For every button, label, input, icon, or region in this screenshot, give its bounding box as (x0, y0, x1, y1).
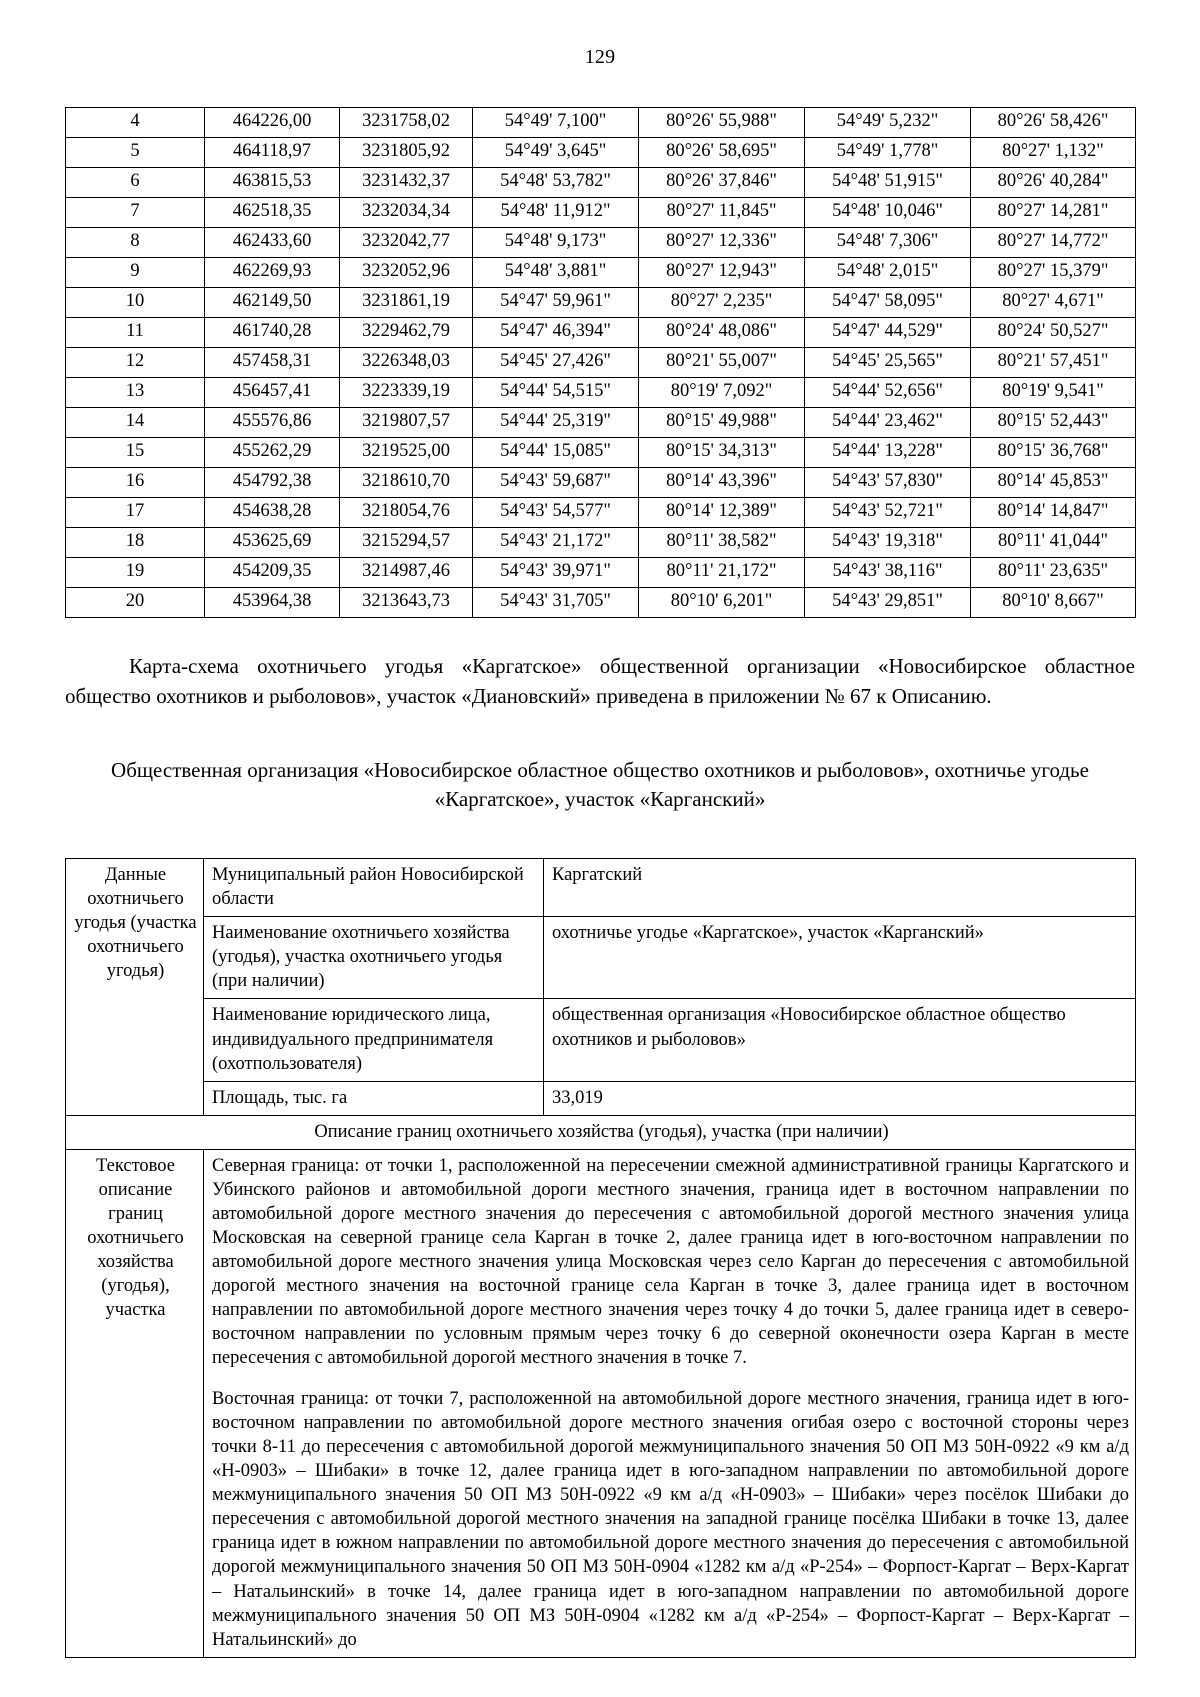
cell-lat2: 54°47' 58,095" (805, 288, 971, 318)
cell-lon2: 80°14' 45,853" (971, 468, 1136, 498)
table-row (66, 318, 1136, 348)
page-content (65, 107, 1135, 1658)
cell-index: 7 (66, 198, 205, 228)
cell-index: 14 (66, 408, 205, 438)
cell-lon1: 80°14' 12,389" (639, 498, 805, 528)
cell-index: 17 (66, 498, 205, 528)
cell-x: 454792,38 (205, 468, 340, 498)
cell-lon2: 80°15' 52,443" (971, 408, 1136, 438)
cell-lat2: 54°43' 38,116" (805, 558, 971, 588)
coordinates-table (65, 107, 1136, 618)
cell-lon1: 80°14' 43,396" (639, 468, 805, 498)
table-row-section-title (66, 1115, 1136, 1149)
cell-lon2: 80°27' 14,281" (971, 198, 1136, 228)
coordinates-table-body (66, 108, 1136, 618)
cell-lat2: 54°49' 1,778" (805, 138, 971, 168)
cell-lat2: 54°43' 19,318" (805, 528, 971, 558)
table-row (66, 468, 1136, 498)
cell-y: 3214987,46 (340, 558, 473, 588)
cell-lat1: 54°48' 53,782" (473, 168, 639, 198)
cell-lat1: 54°44' 15,085" (473, 438, 639, 468)
cell-lon2: 80°24' 50,527" (971, 318, 1136, 348)
info-table-body (66, 859, 1136, 1657)
cell-lon1: 80°27' 12,943" (639, 258, 805, 288)
table-row-text-description (66, 1149, 1136, 1657)
table-row (66, 498, 1136, 528)
cell-x: 454209,35 (205, 558, 340, 588)
cell-lon2: 80°14' 14,847" (971, 498, 1136, 528)
cell-lon2: 80°27' 4,671" (971, 288, 1136, 318)
cell-lat2: 54°44' 23,462" (805, 408, 971, 438)
table-row (66, 288, 1136, 318)
cell-lat2: 54°44' 13,228" (805, 438, 971, 468)
cell-y: 3215294,57 (340, 528, 473, 558)
table-row (66, 348, 1136, 378)
cell-y: 3226348,03 (340, 348, 473, 378)
map-scheme-paragraph: Карта-схема охотничьего угодья «Каргатское» общественной организации «Новосибирское областное общество охотников и рыболовов», участок «Диановский» приведена в приложении № 67 к Описанию. (65, 654, 1135, 708)
cell-x: 456457,41 (205, 378, 340, 408)
cell-y: 3223339,19 (340, 378, 473, 408)
value-area: 33,019 (544, 1081, 1136, 1115)
table-row (66, 438, 1136, 468)
cell-index: 18 (66, 528, 205, 558)
cell-x: 461740,28 (205, 318, 340, 348)
cell-lon1: 80°11' 38,582" (639, 528, 805, 558)
section-title-boundaries: Описание границ охотничьего хозяйства (угодья), участка (при наличии) (66, 1115, 1136, 1149)
cell-y: 3232042,77 (340, 228, 473, 258)
cell-lon1: 80°26' 58,695" (639, 138, 805, 168)
cell-x: 455576,86 (205, 408, 340, 438)
cell-lon2: 80°26' 40,284" (971, 168, 1136, 198)
cell-lon1: 80°15' 49,988" (639, 408, 805, 438)
cell-lat2: 54°45' 25,565" (805, 348, 971, 378)
cell-lat1: 54°43' 31,705" (473, 588, 639, 618)
table-row (66, 408, 1136, 438)
cell-lon2: 80°11' 23,635" (971, 558, 1136, 588)
cell-lat2: 54°44' 52,656" (805, 378, 971, 408)
cell-lat1: 54°44' 54,515" (473, 378, 639, 408)
cell-lon1: 80°10' 6,201" (639, 588, 805, 618)
cell-y: 3232034,34 (340, 198, 473, 228)
label-area: Площадь, тыс. га (204, 1081, 544, 1115)
cell-lon1: 80°26' 55,988" (639, 108, 805, 138)
cell-x: 464226,00 (205, 108, 340, 138)
cell-y: 3218054,76 (340, 498, 473, 528)
label-municipal-district: Муниципальный район Новосибирской области (204, 859, 544, 917)
cell-lat1: 54°43' 21,172" (473, 528, 639, 558)
cell-index: 20 (66, 588, 205, 618)
cell-y: 3231861,19 (340, 288, 473, 318)
cell-x: 454638,28 (205, 498, 340, 528)
cell-x: 453625,69 (205, 528, 340, 558)
cell-y: 3213643,73 (340, 588, 473, 618)
cell-y: 3231432,37 (340, 168, 473, 198)
cell-x: 464118,97 (205, 138, 340, 168)
label-ground-name: Наименование охотничьего хозяйства (угодья), участка охотничьего угодья (при наличии) (204, 917, 544, 999)
row-header-hunting-ground-data: Данные охотничьего угодья (участка охотничьего угодья) (66, 859, 204, 1115)
cell-x: 462149,50 (205, 288, 340, 318)
cell-lon1: 80°15' 34,313" (639, 438, 805, 468)
value-legal-entity: общественная организация «Новосибирское областное общество охотников и рыболовов» (544, 999, 1136, 1081)
cell-lat2: 54°48' 7,306" (805, 228, 971, 258)
cell-lon1: 80°26' 37,846" (639, 168, 805, 198)
cell-x: 463815,53 (205, 168, 340, 198)
cell-y: 3219525,00 (340, 438, 473, 468)
cell-index: 19 (66, 558, 205, 588)
table-row-ground-name (66, 917, 1136, 999)
cell-lon2: 80°21' 57,451" (971, 348, 1136, 378)
cell-lon2: 80°27' 14,772" (971, 228, 1136, 258)
cell-lon2: 80°27' 1,132" (971, 138, 1136, 168)
row-header-text-description: Текстовое описание границ охотничьего хозяйства (угодья), участка (66, 1149, 204, 1657)
cell-lat2: 54°43' 52,721" (805, 498, 971, 528)
cell-lat1: 54°49' 3,645" (473, 138, 639, 168)
description-paragraph-east: Восточная граница: от точки 7, расположенной на автомобильной дороге местного значения, граница идет в юго-восточном направлении по автомобильной дороге местного значения огибая озеро с восточной стороны через точки 8-11 до пересечения с автомобильной дорогой межмуниципального значения 50 ОП МЗ 50Н-0922 «9 км а/д «Н-0903» – Шибаки» в точке 12, далее граница идет в юго-западном направлении по автомобильной дороге межмуниципального значения 50 ОП МЗ 50Н-0922 «9 км а/д «Н-0903» – Шибаки» через посёлок Шибаки до пересечения с автомобильной дорогой местного значения на западной границе посёлка Шибаки в точке 13, далее граница идет в южном направлении по автомобильной дороге местного значения до пересечения с автомобильной дорогой межмуниципального значения 50 ОП МЗ 50Н-0904 «1282 км а/д «Р-254» – Форпост-Каргат – Верх-Каргат – Натальинский» в точке 14, далее граница идет в юго-западном направлении по автомобильной дороге межмуниципального значения 50 ОП МЗ 50Н-0904 «1282 км а/д «Р-254» – Форпост-Каргат – Верх-Каргат – Натальинский» до (212, 1389, 1129, 1650)
table-row (66, 228, 1136, 258)
cell-lat2: 54°48' 51,915" (805, 168, 971, 198)
table-row (66, 198, 1136, 228)
hunting-ground-info-table (65, 858, 1136, 1657)
cell-lon2: 80°11' 41,044" (971, 528, 1136, 558)
cell-y: 3219807,57 (340, 408, 473, 438)
cell-x: 462433,60 (205, 228, 340, 258)
table-row-area (66, 1081, 1136, 1115)
cell-lat2: 54°48' 2,015" (805, 258, 971, 288)
cell-lon2: 80°27' 15,379" (971, 258, 1136, 288)
cell-index: 5 (66, 138, 205, 168)
table-row (66, 168, 1136, 198)
cell-lat1: 54°49' 7,100" (473, 108, 639, 138)
cell-index: 4 (66, 108, 205, 138)
label-legal-entity: Наименование юридического лица, индивидуального предпринимателя (охотпользователя) (204, 999, 544, 1081)
cell-lat1: 54°43' 54,577" (473, 498, 639, 528)
cell-lat1: 54°48' 3,881" (473, 258, 639, 288)
cell-x: 457458,31 (205, 348, 340, 378)
cell-lat1: 54°43' 39,971" (473, 558, 639, 588)
cell-y: 3232052,96 (340, 258, 473, 288)
cell-lon1: 80°24' 48,086" (639, 318, 805, 348)
cell-index: 16 (66, 468, 205, 498)
cell-index: 6 (66, 168, 205, 198)
cell-lon2: 80°26' 58,426" (971, 108, 1136, 138)
table-row (66, 258, 1136, 288)
cell-lon1: 80°19' 7,092" (639, 378, 805, 408)
cell-index: 11 (66, 318, 205, 348)
table-row (66, 108, 1136, 138)
cell-y: 3218610,70 (340, 468, 473, 498)
cell-y: 3229462,79 (340, 318, 473, 348)
cell-x: 462269,93 (205, 258, 340, 288)
table-row (66, 588, 1136, 618)
table-row (66, 558, 1136, 588)
boundaries-description (204, 1149, 1136, 1657)
cell-index: 15 (66, 438, 205, 468)
cell-index: 10 (66, 288, 205, 318)
cell-lat1: 54°45' 27,426" (473, 348, 639, 378)
value-ground-name: охотничье угодье «Каргатское», участок «Карганский» (544, 917, 1136, 999)
cell-lat1: 54°48' 9,173" (473, 228, 639, 258)
cell-lon1: 80°21' 55,007" (639, 348, 805, 378)
value-municipal-district: Каргатский (544, 859, 1136, 917)
cell-lon2: 80°10' 8,667" (971, 588, 1136, 618)
cell-x: 462518,35 (205, 198, 340, 228)
table-row (66, 378, 1136, 408)
page-title: Общественная организация «Новосибирское областное общество охотников и рыболовов», охотничье угодье «Каргатское», участок «Карганский» (111, 757, 1089, 812)
map-scheme-paragraph-block (65, 652, 1135, 712)
cell-lat1: 54°47' 46,394" (473, 318, 639, 348)
cell-lat1: 54°48' 11,912" (473, 198, 639, 228)
cell-index: 12 (66, 348, 205, 378)
cell-lon2: 80°19' 9,541" (971, 378, 1136, 408)
table-row-municipal-district (66, 859, 1136, 917)
page-number: 129 (584, 46, 616, 68)
cell-lat2: 54°48' 10,046" (805, 198, 971, 228)
table-row (66, 528, 1136, 558)
cell-lat2: 54°49' 5,232" (805, 108, 971, 138)
cell-y: 3231805,92 (340, 138, 473, 168)
cell-lat2: 54°43' 29,851" (805, 588, 971, 618)
cell-lat2: 54°47' 44,529" (805, 318, 971, 348)
cell-lon1: 80°27' 11,845" (639, 198, 805, 228)
description-paragraph-north: Северная граница: от точки 1, расположенной на пересечении смежной административной границы Каргатского и Убинского районов и автомобильной дороги местного значения, граница идет в восточном направлении по автомобильной дороге местного значения до пересечения с автомобильной дорогой местного значения улица Московская на северной границе села Карган в точке 2, далее граница идет в юго-восточном направлении по автомобильной дороге местного значения улица Московская через село Карган до пересечения с автомобильной дорогой местного значения на восточной границе села Карган в точке 3, далее граница идет в восточном направлении по автомобильной дороге местного значения через точку 4 до точки 5, далее граница идет в северо-восточном направлении по условным прямым через точку 6 до северной оконечности озера Карган в месте пересечения с автомобильной дорогой местного значения в точке 7. (212, 1155, 1129, 1369)
cell-lon1: 80°27' 2,235" (639, 288, 805, 318)
cell-index: 13 (66, 378, 205, 408)
cell-lat2: 54°43' 57,830" (805, 468, 971, 498)
cell-lat1: 54°43' 59,687" (473, 468, 639, 498)
cell-index: 9 (66, 258, 205, 288)
cell-lon1: 80°11' 21,172" (639, 558, 805, 588)
cell-x: 453964,38 (205, 588, 340, 618)
section-heading-block (65, 756, 1135, 816)
cell-lat1: 54°44' 25,319" (473, 408, 639, 438)
cell-lon2: 80°15' 36,768" (971, 438, 1136, 468)
cell-index: 8 (66, 228, 205, 258)
cell-y: 3231758,02 (340, 108, 473, 138)
table-row (66, 138, 1136, 168)
cell-x: 455262,29 (205, 438, 340, 468)
table-row-legal-entity (66, 999, 1136, 1081)
cell-lon1: 80°27' 12,336" (639, 228, 805, 258)
cell-lat1: 54°47' 59,961" (473, 288, 639, 318)
